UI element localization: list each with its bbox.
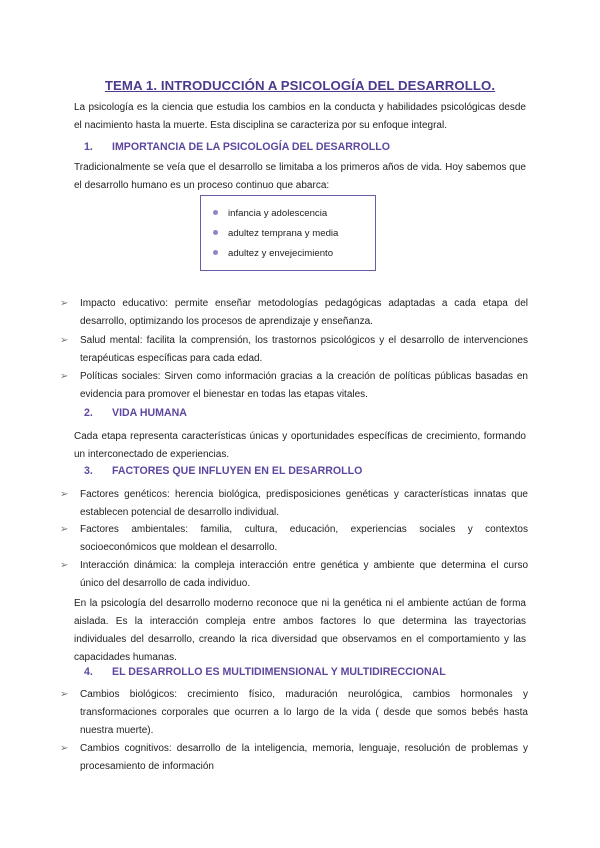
stages-box (200, 195, 376, 271)
bullet-dot-icon (213, 210, 218, 215)
arrow-bullet-icon: ➢ (60, 489, 69, 500)
section-heading-2 (84, 407, 187, 419)
arrow-bullet-icon: ➢ (60, 743, 69, 754)
bullet-item: ➢ Políticas sociales: Sirven como información gracias a la creación de políticas públicas basadas en evidencia para promover el bienestar en todas las etapas vitales. (60, 368, 528, 404)
section2-paragraph: Cada etapa representa características únicas y oportunidades específicas de crecimiento, formando un interconectado de experiencias. (74, 431, 526, 460)
list-item: adultez y envejecimiento (213, 248, 333, 259)
section-heading-4 (84, 666, 446, 678)
bullet-item: ➢ Cambios biológicos: crecimiento físico, maduración neurológica, cambios hormonales y transformaciones corporales que ocurren a lo largo de la vida ( desde que somos bebés hasta nuestra muerte). (60, 686, 528, 740)
bullet-dot-icon (213, 250, 218, 255)
bullet-item: ➢ Salud mental: facilita la comprensión, los trastornos psicológicos y el desarrollo de intervenciones terapéuticas específicas para cada edad. (60, 332, 528, 368)
section-number: 2. (84, 407, 93, 419)
document-title: TEMA 1. INTRODUCCIÓN A PSICOLOGÍA DEL DESARROLLO. (104, 78, 496, 93)
arrow-bullet-icon: ➢ (60, 524, 69, 535)
bullet-item: ➢ Factores genéticos: herencia biológica, predisposiciones genéticas y características innatas que establecen potencial de desarrollo individual. (60, 486, 528, 522)
bullet-item: ➢ Cambios cognitivos: desarrollo de la inteligencia, memoria, lenguaje, resolución de problemas y procesamiento de información (60, 740, 528, 776)
section-title: VIDA HUMANA (112, 407, 187, 419)
arrow-bullet-icon: ➢ (60, 371, 69, 382)
arrow-bullet-icon: ➢ (60, 689, 69, 700)
arrow-bullet-icon: ➢ (60, 560, 69, 571)
section-heading-3 (84, 465, 362, 477)
list-item: adultez temprana y media (213, 228, 338, 239)
section-title: FACTORES QUE INFLUYEN EN EL DESARROLLO (112, 465, 363, 477)
arrow-bullet-icon: ➢ (60, 298, 69, 309)
intro-paragraph: La psicología es la ciencia que estudia los cambios en la conducta y habilidades psicológicas desde el nacimiento hasta la muerte. Esta disciplina se caracteriza por su enfoque integral. (74, 102, 526, 131)
section-number: 4. (84, 666, 93, 678)
bullet-item: ➢ Interacción dinámica: la compleja interacción entre genética y ambiente que determina el curso único del desarrollo de cada individuo. (60, 557, 528, 593)
bullet-dot-icon (213, 230, 218, 235)
section-number: 3. (84, 465, 93, 477)
section3-paragraph: En la psicología del desarrollo moderno reconoce que ni la genética ni el ambiente actúan de forma aislada. Es la interacción compleja entre ambos factores lo que determina las trayectorias individuales del desarrollo, creando la rica diversidad que observamos en el comportamiento y las capacidades humanas. (74, 598, 526, 663)
section-number: 1. (84, 141, 93, 153)
section-title: IMPORTANCIA DE LA PSICOLOGÍA DEL DESARROLLO (112, 141, 390, 153)
arrow-bullet-icon: ➢ (60, 335, 69, 346)
section-title: EL DESARROLLO ES MULTIDIMENSIONAL Y MULTIDIRECCIONAL (112, 666, 446, 678)
section-heading-1 (84, 141, 390, 153)
bullet-item: ➢ Factores ambientales: familia, cultura, educación, experiencias sociales y contextos socioeconómicos que moldean el desarrollo. (60, 521, 528, 557)
section1-paragraph: Tradicionalmente se veía que el desarrollo se limitaba a los primeros años de vida. Hoy sabemos que el desarrollo humano es un proceso continuo que abarca: (74, 162, 526, 191)
bullet-item: ➢ Impacto educativo: permite enseñar metodologías pedagógicas adaptadas a cada etapa del desarrollo, optimizando los procesos de aprendizaje y enseñanza. (60, 295, 528, 331)
list-item: infancia y adolescencia (213, 208, 327, 219)
